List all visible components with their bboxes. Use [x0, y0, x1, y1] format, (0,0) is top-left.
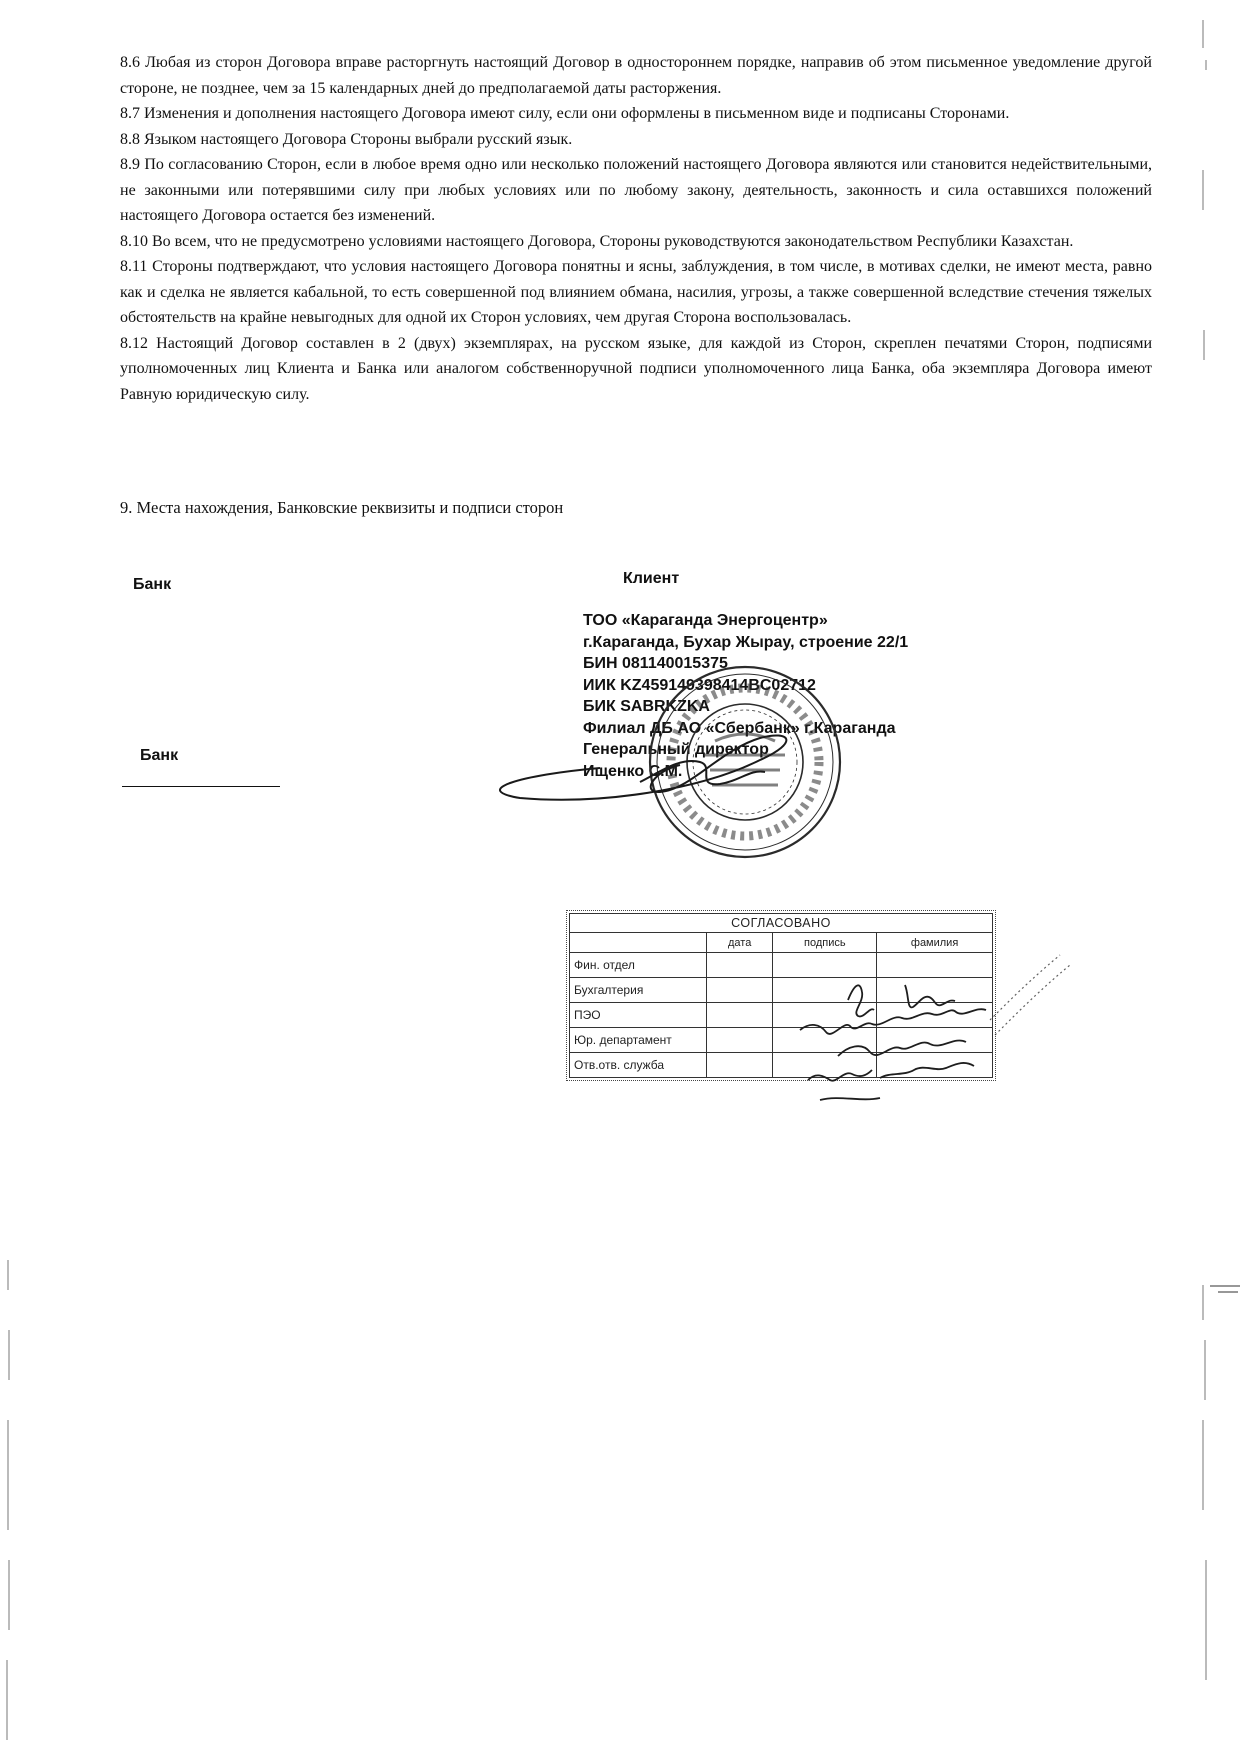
- clause-8-6: 8.6 Любая из сторон Договора вправе расторгнуть настоящий Договор в одностороннем порядке, направив об этом письменное уведомление другой стороне, не позднее, чем за 15 календарных дней до предполагаемой даты расторжения.: [120, 54, 1152, 97]
- approval-col-surname: фамилия: [877, 933, 993, 953]
- bank-label: Банк: [133, 576, 172, 593]
- clause-8-12: 8.12 Настоящий Договор составлен в 2 (двух) экземплярах, на русском языке, для каждой из Сторон, скреплен печатями Сторон, подписями уполномоченных лиц Клиента и Банка или аналогом собственноручной подписи уполномоченного лица Банка, оба экземпляра Договора имеют Равную юридическую силу.: [120, 334, 1152, 403]
- clause-8-10: 8.10 Во всем, что не предусмотрено условиями настоящего Договора, Стороны руководствуются законодательством Республики Казахстан.: [120, 232, 1074, 250]
- clause-8-7: 8.7 Изменения и дополнения настоящего Договора имеют силу, если они оформлены в письменном виде и подписаны Сторонами.: [120, 105, 1010, 122]
- contract-clauses: [120, 50, 1152, 407]
- approval-row: [570, 1003, 993, 1028]
- approval-border: [566, 910, 996, 1081]
- approval-title: СОГЛАСОВАНО: [570, 914, 993, 933]
- approval-row: [570, 978, 993, 1003]
- client-requisites: [583, 610, 908, 782]
- approval-stamp: [566, 910, 996, 1081]
- approval-col-date: дата: [707, 933, 773, 953]
- section-9-title: 9. Места нахождения, Банковские реквизиты и подписи сторон: [120, 498, 564, 517]
- clause-8-11: 8.11 Стороны подтверждают, что условия настоящего Договора понятны и ясны, заблуждения, в том числе, в мотивах сделки, не имеют места, равно как и сделка не является кабальной, то есть совершенной под влиянием обмана, насилия, угрозы, а также совершенной вследствие стечения тяжелых обстоятельств на крайне невыгодных для одной их Сторон условиях, чем другая Сторона воспользовалась.: [120, 258, 1152, 326]
- client-signatory: Ищенко С.М.: [583, 762, 683, 780]
- bank-signature-label: Банк: [140, 747, 179, 764]
- client-address: г.Караганда, Бухар Жырау, строение 22/1: [583, 633, 909, 651]
- approval-row-label: Отв.отв. служба: [570, 1053, 707, 1078]
- approval-row-label: Фин. отдел: [570, 953, 707, 978]
- approval-row-label: ПЭО: [570, 1003, 707, 1028]
- client-label: Клиент: [623, 570, 680, 587]
- approval-col-signature: подпись: [773, 933, 877, 953]
- approval-table: [569, 913, 993, 1078]
- approval-row: [570, 1028, 993, 1053]
- clause-8-8: 8.8 Языком настоящего Договора Стороны выбрали русский язык.: [120, 130, 573, 148]
- clause-8-9: 8.9 По согласованию Сторон, если в любое время одно или несколько положений настоящего Договора являются или становится недействительными, не законными или потерявшими силу при любых условиях или по любому закону, деятельность, законность и сила оставшихся положений настоящего Договора остается без изменений.: [120, 156, 1152, 224]
- approval-empty-header: [570, 933, 707, 953]
- client-bik: БИК SABRKZKA: [583, 698, 710, 715]
- client-bin: БИН 081140015375: [583, 655, 728, 672]
- client-iik: ИИК KZ459149398414BC02712: [583, 676, 816, 694]
- approval-row: [570, 953, 993, 978]
- client-name: ТОО «Караганда Энергоцентр»: [583, 612, 828, 629]
- approval-row-label: Бухгалтерия: [570, 978, 707, 1003]
- approval-row: [570, 1053, 993, 1078]
- bank-signature-line: [122, 786, 280, 787]
- client-bank-branch: Филиал ДБ АО «Сбербанк» г.Караганда: [583, 719, 896, 737]
- client-position: Генеральный директор: [583, 741, 769, 758]
- approval-row-label: Юр. департамент: [570, 1028, 707, 1053]
